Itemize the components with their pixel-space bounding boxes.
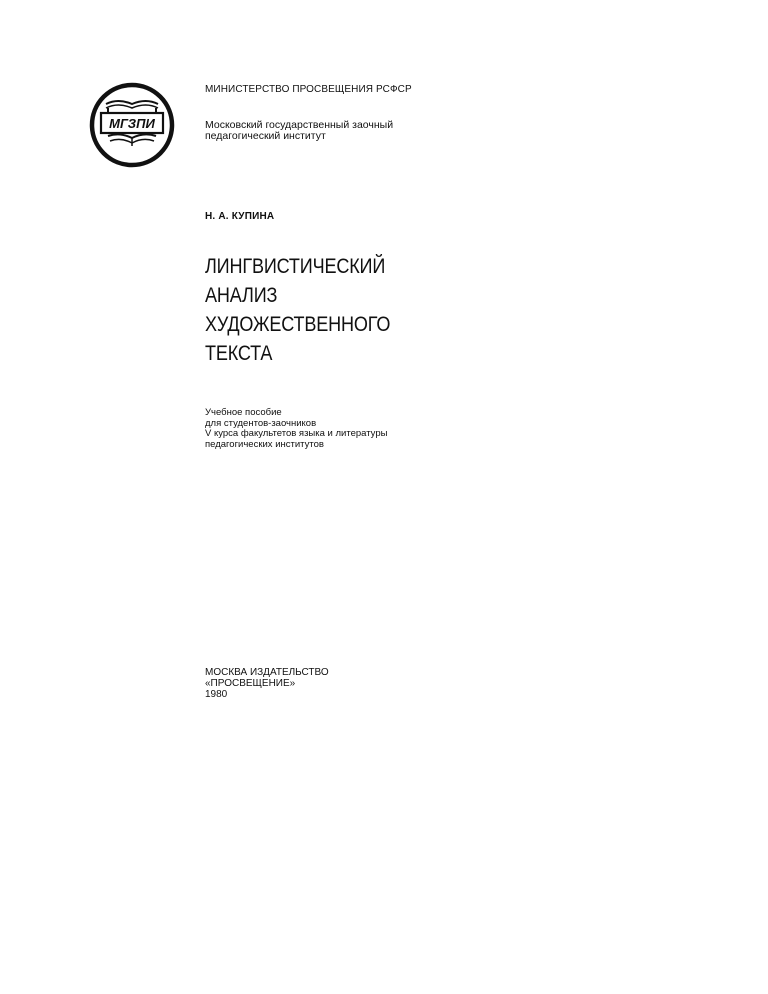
title-line: ТЕКСТА [205, 342, 273, 365]
subtitle-line: V курса факультетов языка и литературы [205, 428, 388, 439]
title-line: АНАЛИЗ [205, 284, 278, 307]
open-book-emblem-icon [88, 80, 178, 170]
institute-line: Московский государственный заочный [205, 119, 394, 131]
publisher-line: «ПРОСВЕЩЕНИЕ» [205, 678, 296, 689]
subtitle-line: Учебное пособие [205, 407, 282, 418]
title-line: ЛИНГВИСТИЧЕСКИЙ [205, 255, 386, 278]
logo-text: МГЗПИ [109, 116, 155, 131]
ministry-text: МИНИСТЕРСТВО ПРОСВЕЩЕНИЯ РСФСР [205, 84, 412, 95]
book-subtitle [205, 408, 625, 450]
publisher-line: МОСКВА ИЗДАТЕЛЬСТВО [205, 667, 329, 678]
ministry-heading [205, 84, 625, 95]
institute-line: педагогический институт [205, 130, 326, 142]
book-title [205, 252, 566, 368]
publisher-year: 1980 [205, 689, 228, 700]
title-line: ХУДОЖЕСТВЕННОГО [205, 313, 391, 336]
author-name [205, 211, 625, 222]
author-text: Н. А. КУПИНА [205, 211, 275, 222]
publisher-info [205, 667, 625, 700]
subtitle-line: для студентов-заочников [205, 417, 317, 429]
institute-name [205, 120, 625, 142]
subtitle-line: педагогических институтов [205, 438, 324, 450]
